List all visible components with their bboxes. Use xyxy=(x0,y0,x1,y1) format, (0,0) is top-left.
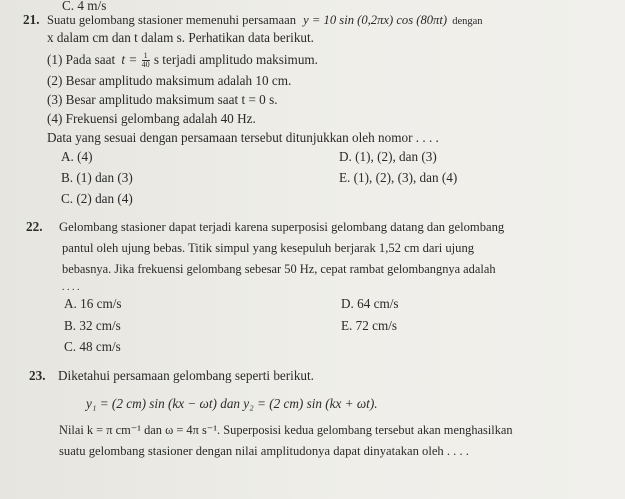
q22-option-b[interactable]: B. 32 cm/s xyxy=(64,318,121,333)
q22-option-d[interactable]: D. 64 cm/s xyxy=(341,296,399,311)
q21-statement-1-t: t = xyxy=(121,52,138,67)
q21-statement-1-label: (1) Pada saat xyxy=(47,52,116,67)
q23-equation: y₁ = (2 cm) sin (kx − ωt) dan y₂ = (2 cm) sin (kx + ωt). xyxy=(86,396,378,411)
q23-line-1: Diketahui persamaan gelombang seperti berikut. xyxy=(58,368,314,383)
q21-fraction-denominator: 40 xyxy=(141,60,150,70)
q23-number: 23. xyxy=(29,368,46,383)
q21-statement-1 xyxy=(47,52,318,69)
q23-line-3: Nilai k = π cm⁻¹ dan ω = 4π s⁻¹. Superposisi kedua gelombang tersebut akan menghasilkan xyxy=(59,423,513,437)
q21-option-d[interactable]: D. (1), (2), dan (3) xyxy=(339,149,437,164)
q21-statement-2: (2) Besar amplitudo maksimum adalah 10 cm. xyxy=(47,73,292,88)
q22-option-e[interactable]: E. 72 cm/s xyxy=(341,318,398,333)
q21-stem-text: Suatu gelombang stasioner memenuhi persamaan xyxy=(47,13,297,27)
q21-fraction xyxy=(142,52,150,69)
q21-stem-line2: x dalam cm dan t dalam s. Perhatikan data berikut. xyxy=(47,30,314,45)
q21-option-c[interactable]: C. (2) dan (4) xyxy=(61,191,133,206)
q21-equation: y = 10 sin (0,2πx) cos (80πt) xyxy=(303,13,448,27)
q21-statement-3: (3) Besar amplitudo maksimum saat t = 0 s. xyxy=(47,92,278,107)
q21-stem-line1 xyxy=(47,12,483,30)
q21-statement-4: (4) Frekuensi gelombang adalah 40 Hz. xyxy=(47,111,256,126)
q21-option-a[interactable]: A. (4) xyxy=(61,149,93,164)
previous-option-c: C. 4 m/s xyxy=(62,0,107,13)
q21-option-e[interactable]: E. (1), (2), (3), dan (4) xyxy=(339,170,458,185)
q21-fraction-numerator: 1 xyxy=(143,51,148,61)
q21-stem-dengan: dengan xyxy=(452,16,483,27)
q22-option-c[interactable]: C. 48 cm/s xyxy=(64,339,121,354)
q22-option-a[interactable]: A. 16 cm/s xyxy=(64,296,122,311)
q21-option-b[interactable]: B. (1) dan (3) xyxy=(61,170,133,185)
q22-line-2: pantul oleh ujung bebas. Titik simpul yang kesepuluh berjarak 1,52 cm dari ujung xyxy=(62,241,475,255)
q21-number: 21. xyxy=(23,12,40,27)
q23-line-4: suatu gelombang stasioner dengan nilai amplitudonya dapat dinyatakan oleh . . . . xyxy=(59,444,469,458)
q22-line-1: Gelombang stasioner dapat terjadi karena superposisi gelombang datang dan gelombang xyxy=(59,220,505,234)
q21-prompt: Data yang sesuai dengan persamaan tersebut ditunjukkan oleh nomor . . . . xyxy=(47,130,439,145)
q22-line-4: . . . . xyxy=(62,282,80,293)
q22-number: 22. xyxy=(26,219,43,234)
q21-statement-1-rest: s terjadi amplitudo maksimum. xyxy=(153,52,318,67)
q22-line-3: bebasnya. Jika frekuensi gelombang sebesar 50 Hz, cepat rambat gelombangnya adalah xyxy=(62,262,496,276)
